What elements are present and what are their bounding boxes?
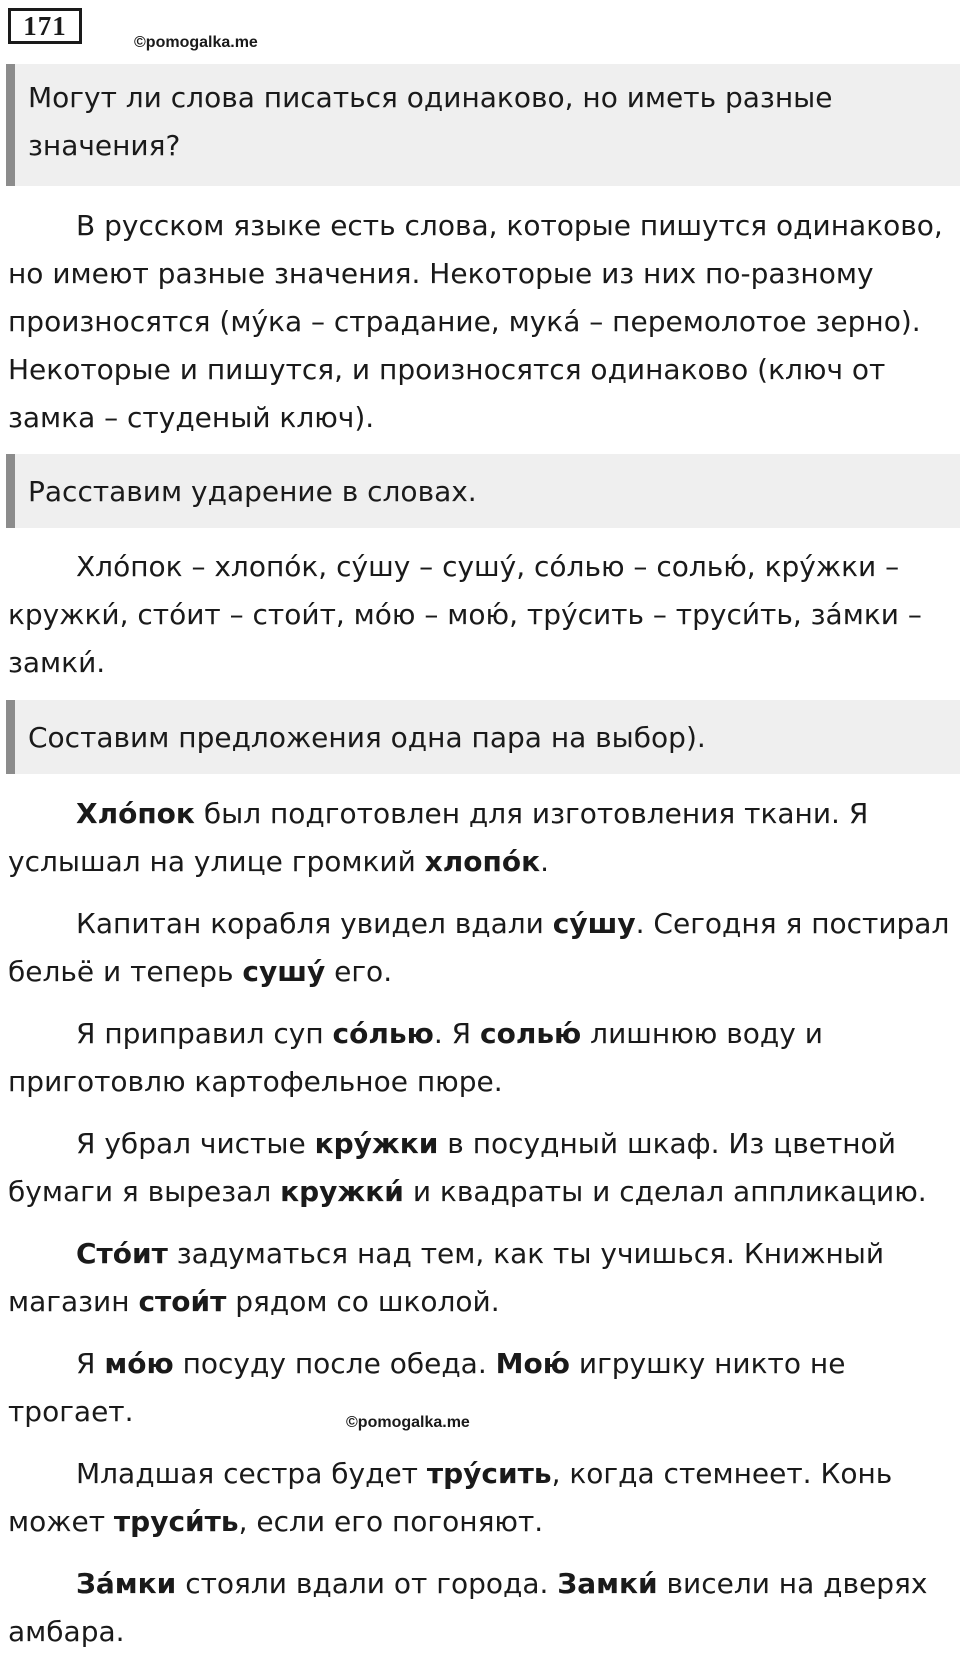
sentence-text: Книжный магазин xyxy=(8,1237,885,1318)
bold-word: труси́ть xyxy=(113,1505,239,1538)
sentence-text: Я убрал чистые xyxy=(76,1127,315,1160)
sentence-text: Из цветной бумаги я вырезал xyxy=(8,1127,896,1208)
watermark-middle: ©pomogalka.me xyxy=(346,1414,470,1431)
sentence-text: рядом со школой. xyxy=(226,1285,500,1318)
sentence-paragraph-7 xyxy=(8,1450,950,1546)
sentence-text: стояли вдали от города. xyxy=(176,1567,558,1600)
sentence-text: Младшая сестра будет xyxy=(76,1457,427,1490)
sentence-text: . xyxy=(635,907,654,940)
stress-pairs-text: Хло́пок – хлопо́к, су́шу – сушу́, со́лью – солью́, кру́жки – кружки́, сто́ит – стои́т, мо́ю – мою́, тру́сить – труси́ть, за́мки – замки́. xyxy=(8,550,922,679)
bold-word: кружки́ xyxy=(280,1175,404,1208)
sentence-text: был подготовлен для изготовления ткани. xyxy=(194,797,849,830)
sentence-text: в посудный шкаф. xyxy=(438,1127,729,1160)
bold-word: мо́ю xyxy=(104,1347,174,1380)
sentence-text: и квадраты и сделал аппликацию. xyxy=(403,1175,927,1208)
sentence-paragraph-4 xyxy=(8,1120,950,1216)
watermark-top: ©pomogalka.me xyxy=(134,34,258,51)
bold-word: стои́т xyxy=(138,1285,227,1318)
bold-word: кру́жки xyxy=(314,1127,439,1160)
answer-paragraph xyxy=(8,202,950,442)
sentence-text: , когда стемнеет. xyxy=(551,1457,821,1490)
sentence-text: задуматься над тем, как ты учишься. xyxy=(167,1237,744,1270)
answer-text: В русском языке есть слова, которые пишутся одинаково, но имеют разные значения. Некоторые из них по-разному произносятся (му́ка – страдание, мука́ – перемолотое зерно). Некоторые и пишутся, и произносятся одинаково (ключ от замка – студеный ключ). xyxy=(8,209,943,434)
task-number-badge xyxy=(8,8,82,44)
stress-pairs-paragraph xyxy=(8,543,950,687)
sentence-text: лишнюю воду и приготовлю картофельное пюре. xyxy=(8,1017,823,1098)
bold-word: хлопо́к xyxy=(424,845,541,878)
sentence-text: игрушку никто не трогает. xyxy=(8,1347,846,1428)
question-block-1 xyxy=(6,64,960,186)
bold-word: тру́сить xyxy=(426,1457,552,1490)
bold-word: Мою́ xyxy=(495,1347,570,1380)
sentence-text: Я xyxy=(76,1347,105,1380)
sentence-text: Капитан корабля увидел вдали xyxy=(76,907,553,940)
sentence-text: . xyxy=(433,1017,452,1050)
sentence-text: Сегодня я постирал бельё и теперь xyxy=(8,907,950,988)
question-text-1: Могут ли слова писаться одинаково, но иметь разные значения? xyxy=(28,81,833,162)
sentence-paragraph-2 xyxy=(8,900,950,996)
sentence-paragraph-5 xyxy=(8,1230,950,1326)
bold-word: Хло́пок xyxy=(76,797,195,830)
sentence-text: его. xyxy=(325,955,393,988)
bold-word: За́мки xyxy=(76,1567,177,1600)
bold-word: су́шу xyxy=(552,907,636,940)
sentence-paragraph-6 xyxy=(8,1340,950,1436)
bold-word: солью́ xyxy=(480,1017,582,1050)
sentence-paragraph-8 xyxy=(8,1560,950,1656)
sentence-text: Я услышал на улице громкий xyxy=(8,797,869,878)
bold-word: Замки́ xyxy=(557,1567,658,1600)
bold-word: Сто́ит xyxy=(76,1237,168,1270)
question-block-2 xyxy=(6,454,960,528)
task-number: 171 xyxy=(23,10,67,41)
sentence-text: висели на дверях амбара. xyxy=(8,1567,928,1648)
sentence-text: , если его погоняют. xyxy=(238,1505,544,1538)
sentence-text: . xyxy=(540,845,550,878)
question-text-3: Составим предложения одна пара на выбор). xyxy=(28,721,706,754)
question-text-2: Расставим ударение в словах. xyxy=(28,475,477,508)
sentence-text: Конь может xyxy=(8,1457,893,1538)
sentence-text: Я приправил суп xyxy=(76,1017,333,1050)
sentence-paragraph-1 xyxy=(8,790,950,886)
sentence-text: Я xyxy=(451,1017,480,1050)
bold-word: со́лью xyxy=(332,1017,434,1050)
sentence-paragraph-3 xyxy=(8,1010,950,1106)
question-block-3 xyxy=(6,700,960,774)
sentence-text: посуду после обеда. xyxy=(173,1347,496,1380)
bold-word: сушу́ xyxy=(242,955,326,988)
